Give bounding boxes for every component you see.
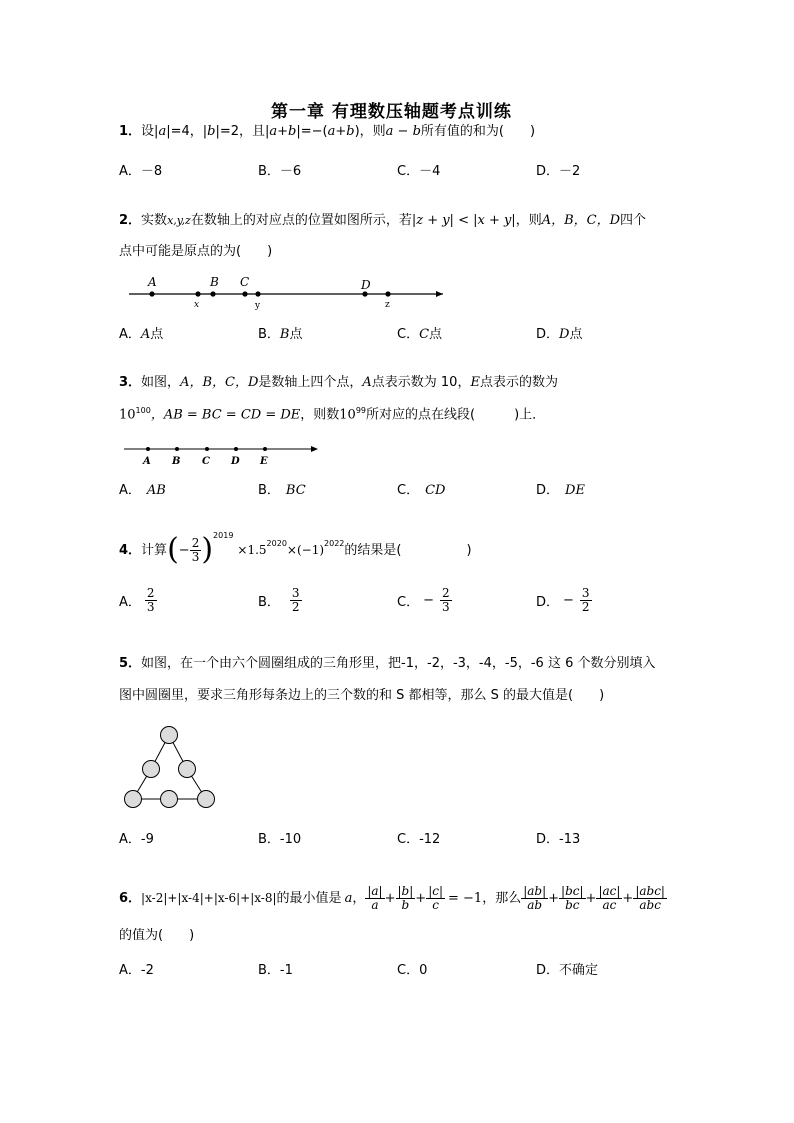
label-C: C [240, 275, 250, 289]
q2-line-2: 点中可能是原点的为( ) [119, 244, 273, 259]
q3-text: 所对应的点在线段( )上． [366, 407, 546, 423]
question-number: 1． [119, 124, 142, 139]
option-letter: B． [258, 483, 280, 498]
fraction-denominator: 3 [146, 599, 155, 614]
q2-option-b [258, 323, 303, 342]
fraction-numerator: |ac| [598, 883, 621, 898]
q2-option-a [119, 323, 163, 342]
q3-text: ，则数 [300, 407, 340, 423]
arrow-head-icon [311, 446, 318, 452]
option-fraction [440, 587, 452, 613]
q4-fraction [190, 537, 202, 563]
option-letter: D． [536, 483, 560, 498]
label-x: x [194, 300, 200, 310]
q4-exponent: 2019 [213, 531, 234, 540]
q6-fraction [633, 885, 667, 911]
option-letter: D． [536, 327, 560, 342]
fraction-denominator: a [371, 897, 379, 912]
question-4 [119, 530, 472, 570]
fraction-numerator: |ab| [523, 883, 547, 898]
fraction-numerator: |b| [397, 883, 414, 898]
q4-exponent: 2022 [324, 539, 345, 548]
q3-text: 是数轴上四个点， [258, 375, 363, 390]
option-suffix: 点 [150, 327, 164, 342]
question-3 [119, 376, 558, 389]
q5-option-a: A．-9 [119, 832, 154, 847]
question-number: 6． [119, 890, 142, 906]
q3-var: E [470, 375, 480, 390]
q3-line-2 [119, 407, 545, 421]
option-letter: A． [119, 483, 141, 498]
question-number: 4． [119, 542, 142, 558]
q1-text: |=−( [296, 124, 328, 139]
option-segment: BC [285, 483, 306, 498]
option-sign: − [423, 592, 434, 608]
q1-text: 设| [141, 124, 159, 139]
q6-option-d: D．不确定 [536, 963, 599, 978]
fraction-denominator: ac [602, 897, 617, 912]
label-B: B [210, 275, 219, 289]
label-y: y [255, 301, 261, 311]
q3-power-base: 10 [339, 407, 356, 423]
question-5 [119, 657, 656, 670]
q4-exponent: 2020 [266, 539, 287, 548]
question-2 [119, 214, 646, 227]
q3-var: A [362, 375, 372, 390]
q3-text: 如图， [141, 375, 181, 390]
paren-close: ) [201, 532, 214, 567]
point-A [146, 447, 150, 451]
q6-line-2: 的值为( ) [119, 928, 195, 943]
label-E: E [260, 456, 268, 467]
fraction-numerator: 2 [191, 535, 200, 550]
option-var: B [279, 327, 290, 342]
q2-text: ，则 [515, 213, 542, 228]
q6-text: 的最小值是 [276, 890, 342, 906]
circle-node [161, 791, 178, 808]
fraction-numerator: |bc| [561, 883, 584, 898]
q3-text: 点表示数为 10， [371, 375, 471, 390]
q2-option-c [397, 323, 442, 342]
option-var: C [419, 327, 430, 342]
q4-option-b [258, 587, 302, 613]
q1-text: 所有值的和为( ) [420, 124, 536, 139]
fraction-numerator: 2 [146, 586, 155, 600]
point-D [362, 291, 367, 296]
option-segment: DE [565, 483, 585, 498]
point-B [210, 291, 215, 296]
q1-option-c: C．－4 [397, 164, 441, 179]
label-D: D [361, 278, 371, 292]
label-A: A [148, 275, 157, 289]
fraction-denominator: bc [565, 897, 580, 912]
option-letter: A． [119, 327, 141, 342]
question-number: 3． [119, 375, 142, 390]
q5-triangle-figure [120, 722, 220, 812]
q6-text: ，那么 [482, 890, 522, 906]
option-letter: C． [397, 483, 420, 498]
q1-text: |=2，且| [215, 124, 270, 139]
option-suffix: 点 [569, 327, 583, 342]
q2-vars: x,y,z [167, 214, 191, 227]
q6-fraction [426, 885, 445, 911]
q6-expression: |x-2|+|x-4|+|x-6|+|x-8| [141, 891, 277, 905]
option-segment: CD [425, 483, 446, 498]
q2-option-d [536, 323, 582, 342]
point-C [242, 291, 247, 296]
q3-points: A，B，C，D [180, 375, 259, 390]
fraction-denominator: 2 [581, 599, 590, 614]
q6-option-c: C．0 [397, 963, 428, 978]
q3-option-a [119, 479, 166, 498]
q2-inequality: |z + y| < |x + y| [411, 213, 516, 228]
option-letter: C． [397, 594, 420, 610]
q6-fraction [521, 885, 548, 911]
fraction-numerator: |c| [428, 883, 443, 898]
plus-sign: + [585, 890, 597, 906]
paren-open: ( [167, 532, 179, 567]
q2-text: 在数轴上的对应点的位置如图所示，若 [190, 213, 412, 228]
label-B: B [172, 456, 181, 467]
fraction-denominator: ab [527, 897, 543, 912]
fraction-numerator: 3 [581, 586, 590, 600]
label-C: C [202, 456, 210, 467]
option-letter: D． [536, 594, 560, 610]
option-suffix: 点 [289, 327, 303, 342]
page-title: 第一章 有理数压轴题考点训练 [271, 102, 512, 122]
question-1 [119, 125, 535, 138]
q1-expr: a − b [385, 124, 421, 139]
fraction-numerator: |abc| [635, 883, 665, 898]
q6-equals: = −1 [448, 890, 483, 906]
label-A: A [143, 456, 151, 467]
fraction-denominator: abc [639, 897, 661, 912]
q3-equation: ，AB = BC = CD = DE [150, 407, 301, 423]
q6-fraction [396, 885, 416, 911]
q6-fraction [365, 885, 384, 911]
q3-number-line-figure [120, 440, 330, 468]
q1-expr: a+b [269, 124, 297, 139]
q3-power-base: 10 [119, 407, 136, 423]
plus-sign: + [548, 890, 560, 906]
fraction-numerator: |a| [367, 883, 383, 898]
option-var: A [140, 327, 151, 342]
option-letter: A． [119, 594, 141, 610]
option-segment: AB [146, 483, 166, 498]
circle-node [161, 727, 178, 744]
fraction-numerator: 3 [291, 586, 300, 600]
plus-sign: + [415, 890, 427, 906]
option-fraction [290, 587, 302, 613]
q3-option-c [397, 479, 445, 498]
q2-number-line-figure [125, 272, 455, 314]
q6-var-a: a [344, 890, 353, 906]
option-letter: B． [258, 594, 280, 610]
q1-option-a: A．－8 [119, 164, 163, 179]
point-z [385, 291, 390, 296]
question-number: 2． [119, 213, 142, 228]
q1-text: |=4，| [166, 124, 208, 139]
q4-option-d [536, 587, 592, 613]
q1-var-b: b [207, 124, 216, 139]
fraction-denominator: b [401, 897, 410, 912]
q1-var-a: a [158, 124, 167, 139]
option-letter: C． [397, 327, 420, 342]
q1-option-b: B．－6 [258, 164, 302, 179]
q4-option-c [397, 587, 452, 613]
q4-text: 的结果是( ) [344, 542, 472, 558]
q2-text: 实数 [141, 213, 168, 228]
q3-text: 点表示的数为 [479, 375, 558, 390]
point-y [255, 291, 260, 296]
circle-node [125, 791, 142, 808]
q1-expr: a+b [327, 124, 355, 139]
option-suffix: 点 [429, 327, 443, 342]
plus-sign: + [384, 890, 396, 906]
point-A [149, 291, 154, 296]
q1-text: )，则 [354, 124, 386, 139]
q5-line-2: 图中圆圈里，要求三角形每条边上的三个数的和 S 都相等，那么 S 的最大值是( ) [119, 688, 605, 703]
q5-option-c: C．-12 [397, 832, 441, 847]
circle-node [143, 761, 160, 778]
fraction-denominator: 2 [291, 599, 300, 614]
q6-fraction [559, 885, 586, 911]
plus-sign: + [622, 890, 634, 906]
point-x [195, 291, 200, 296]
q4-term: ×(−1) [286, 543, 325, 557]
point-B [175, 447, 179, 451]
q2-points: A，B，C，D [541, 213, 621, 228]
q4-term: ×1.5 [237, 543, 267, 557]
circle-node [179, 761, 196, 778]
point-E [263, 447, 267, 451]
fraction-denominator: 3 [441, 599, 450, 614]
option-fraction [145, 587, 157, 613]
q6-option-b: B．-1 [258, 963, 293, 978]
q4-option-a [119, 587, 157, 613]
q1-option-d: D．－2 [536, 164, 581, 179]
q3-power-exp: 100 [135, 406, 151, 415]
label-D: D [231, 456, 240, 467]
option-var: D [559, 327, 570, 342]
arrow-head-icon [436, 291, 443, 297]
fraction-denominator: 3 [191, 549, 200, 564]
q6-option-a: A．-2 [119, 963, 154, 978]
question-6 [119, 879, 667, 917]
q3-option-b [258, 479, 306, 498]
question-number: 5． [119, 656, 142, 671]
fraction-numerator: 2 [441, 586, 450, 600]
label-z: z [385, 300, 390, 310]
q6-fraction [596, 885, 622, 911]
q6-text: ， [352, 890, 366, 906]
option-fraction [580, 587, 592, 613]
minus-sign: − [178, 542, 190, 558]
q2-text: 四个 [620, 213, 647, 228]
q3-option-d [536, 479, 585, 498]
q5-text: 如图，在一个由六个圆圈组成的三角形里，把-1，-2，-3，-4，-5，-6 这 6 个数分别填入 [141, 656, 656, 671]
point-C [205, 447, 209, 451]
point-D [234, 447, 238, 451]
option-letter: B． [258, 327, 280, 342]
option-sign: − [563, 592, 574, 608]
q5-option-d: D．-13 [536, 832, 581, 847]
q5-option-b: B．-10 [258, 832, 302, 847]
q3-power-exp: 99 [355, 406, 367, 415]
circle-node [198, 791, 215, 808]
q4-text: 计算 [141, 542, 168, 558]
fraction-denominator: c [432, 897, 439, 912]
